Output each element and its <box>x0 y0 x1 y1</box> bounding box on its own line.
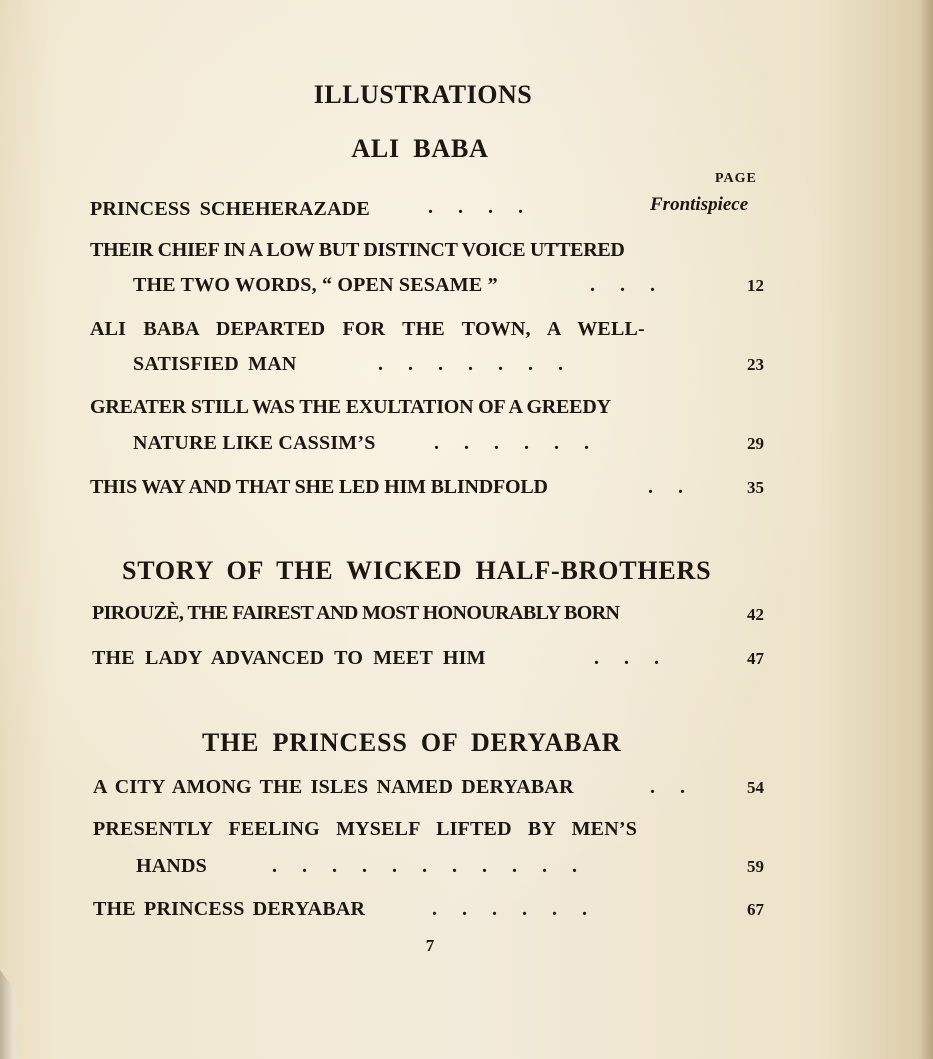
entry-page: 47 <box>747 649 764 668</box>
leader-dots: . . . . . . <box>434 432 589 454</box>
entry-page: 54 <box>747 778 764 797</box>
entry-line: PRINCESS SCHEHERAZADE <box>90 198 370 220</box>
leader-dots: . . . . . . . <box>378 353 563 375</box>
leader-dots: . . . <box>590 274 655 296</box>
page-column-label: PAGE <box>715 171 757 186</box>
torn-page-edge <box>0 970 22 1059</box>
entry-page: 23 <box>747 355 764 374</box>
entry-line: THIS WAY AND THAT SHE LED HIM BLINDFOLD <box>90 476 548 498</box>
entry-line: PIROUZÈ, THE FAIREST AND MOST HONOURABLY BORN <box>92 602 620 624</box>
entry-line: GREATER STILL WAS THE EXULTATION OF A GREEDY <box>90 396 611 418</box>
entry-page: 59 <box>747 857 764 876</box>
entry-line: THE LADY ADVANCED TO MEET HIM <box>92 647 486 669</box>
entry-page: 67 <box>747 900 764 919</box>
entry-line: ALI BABA DEPARTED FOR THE TOWN, A WELL- <box>90 318 645 340</box>
entry-page: 29 <box>747 434 764 453</box>
entry-line: NATURE LIKE CASSIM’S <box>133 432 376 454</box>
entry-page: Frontispiece <box>650 194 749 215</box>
leader-dots: . . <box>648 476 683 498</box>
section-title-wicked-half-brothers: STORY OF THE WICKED HALF-BROTHERS <box>122 556 712 585</box>
entry-page: 35 <box>747 478 764 497</box>
entry-line: THE TWO WORDS, “ OPEN SESAME ” <box>133 274 498 296</box>
section-title-ali-baba: ALI BABA <box>351 134 489 163</box>
entry-line: THEIR CHIEF IN A LOW BUT DISTINCT VOICE UTTERED <box>90 239 625 261</box>
entry-line: SATISFIED MAN <box>133 353 297 375</box>
entry-line: THE PRINCESS DERYABAR <box>93 898 366 920</box>
entry-page: 12 <box>747 276 764 295</box>
entry-page: 42 <box>747 605 764 624</box>
leader-dots: . . . . <box>428 196 523 218</box>
entry-line: PRESENTLY FEELING MYSELF LIFTED BY MEN’S <box>93 818 638 840</box>
leader-dots: . . <box>650 776 685 798</box>
page-heading: ILLUSTRATIONS <box>313 80 533 109</box>
leader-dots: . . . <box>594 647 659 669</box>
section-title-princess-of-deryabar: THE PRINCESS OF DERYABAR <box>202 728 622 757</box>
entry-line: HANDS <box>136 855 208 877</box>
entry-line: A CITY AMONG THE ISLES NAMED DERYABAR <box>93 776 574 798</box>
leader-dots: . . . . . . <box>432 898 587 920</box>
page-number: 7 <box>425 936 435 955</box>
leader-dots: . . . . . . . . . . . <box>272 855 577 877</box>
